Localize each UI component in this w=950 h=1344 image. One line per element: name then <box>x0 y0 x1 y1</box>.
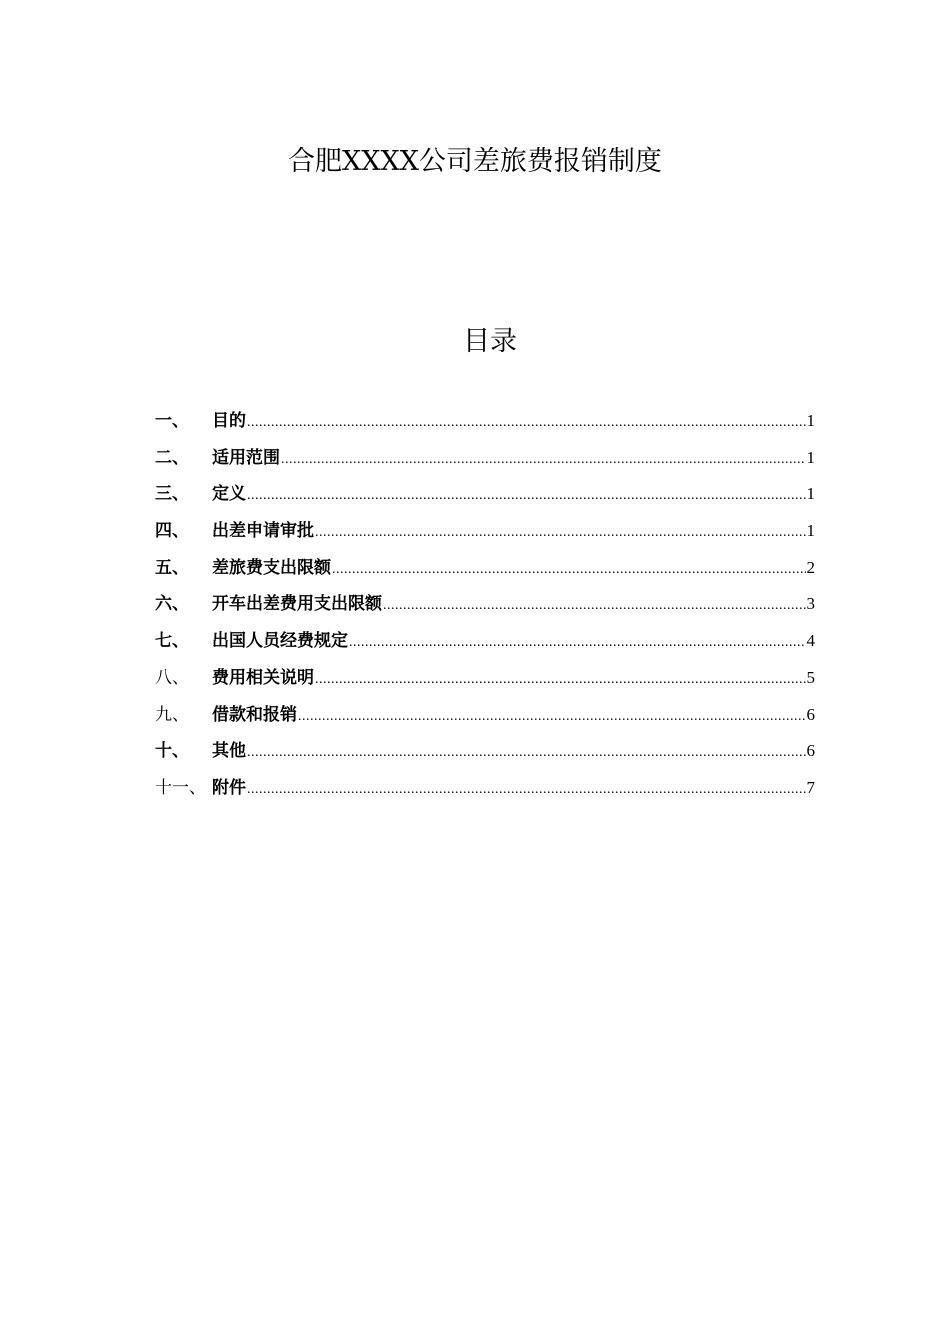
toc-entry[interactable] <box>155 476 815 513</box>
toc-entry[interactable] <box>155 623 815 660</box>
toc-entry[interactable] <box>155 733 815 770</box>
toc-entry-number: 二、 <box>155 447 189 468</box>
toc-entry[interactable] <box>155 550 815 587</box>
toc-entry-page[interactable]: 1 <box>806 484 815 504</box>
toc-entry-title[interactable]: 费用相关说明 <box>212 667 314 688</box>
toc-entry-number: 十一、 <box>155 777 206 798</box>
toc-entry-page[interactable]: 1 <box>806 521 815 541</box>
toc-dot-leader <box>247 772 806 809</box>
toc-entry-title[interactable]: 其他 <box>212 741 246 762</box>
toc-entry-number: 五、 <box>155 557 189 578</box>
toc-entry-page[interactable]: 1 <box>806 411 815 430</box>
toc-dot-leader <box>247 405 806 442</box>
toc-entry[interactable] <box>155 660 815 697</box>
toc-entry-title[interactable]: 借款和报销 <box>212 704 297 725</box>
toc-dot-leader <box>315 662 806 699</box>
table-of-contents <box>155 403 815 807</box>
toc-dot-leader <box>247 478 806 515</box>
toc-entry-page[interactable]: 3 <box>806 594 815 614</box>
toc-entry-number: 四、 <box>155 521 189 542</box>
toc-entry-title[interactable]: 附件 <box>212 777 246 798</box>
toc-entry-page[interactable]: 6 <box>806 704 815 724</box>
toc-entry-number: 三、 <box>155 484 189 505</box>
toc-entry[interactable] <box>155 770 815 807</box>
toc-entry-title[interactable]: 出差申请审批 <box>212 521 314 542</box>
toc-dot-leader <box>383 588 806 625</box>
toc-entry[interactable] <box>155 697 815 734</box>
toc-entry-page[interactable]: 1 <box>806 447 815 467</box>
toc-entry-number: 十、 <box>155 741 189 762</box>
toc-entry-number: 七、 <box>155 631 189 652</box>
toc-entry-title[interactable]: 开车出差费用支出限额 <box>212 594 382 615</box>
toc-entry-page[interactable]: 2 <box>806 557 815 577</box>
toc-entry-title[interactable]: 定义 <box>212 484 246 505</box>
toc-dot-leader <box>332 552 806 589</box>
toc-entry-title[interactable]: 目的 <box>212 411 246 431</box>
toc-entry-number: 九、 <box>155 704 189 725</box>
toc-entry-page[interactable]: 5 <box>806 667 815 687</box>
toc-entry-title[interactable]: 出国人员经费规定 <box>212 631 348 652</box>
toc-entry-number: 一、 <box>155 411 189 431</box>
toc-dot-leader <box>281 442 806 479</box>
toc-dot-leader <box>315 515 806 552</box>
toc-entry-title[interactable]: 差旅费支出限额 <box>212 557 331 578</box>
toc-entry-page[interactable]: 4 <box>806 631 815 651</box>
toc-entry-title[interactable]: 适用范围 <box>212 447 280 468</box>
toc-dot-leader <box>349 625 806 662</box>
toc-entry-page[interactable]: 6 <box>806 741 815 761</box>
toc-entry-number: 八、 <box>155 667 189 688</box>
toc-entry[interactable] <box>155 513 815 550</box>
toc-dot-leader <box>298 699 806 736</box>
toc-entry-page[interactable]: 7 <box>806 777 815 797</box>
toc-entry-number: 六、 <box>155 594 189 615</box>
toc-dot-leader <box>247 735 806 772</box>
toc-entry[interactable] <box>155 440 815 477</box>
toc-entry[interactable] <box>155 586 815 623</box>
document-title: 合肥XXXX公司差旅费报销制度 <box>288 146 662 177</box>
toc-entry[interactable] <box>155 403 815 440</box>
toc-heading: 目录 <box>463 326 517 357</box>
